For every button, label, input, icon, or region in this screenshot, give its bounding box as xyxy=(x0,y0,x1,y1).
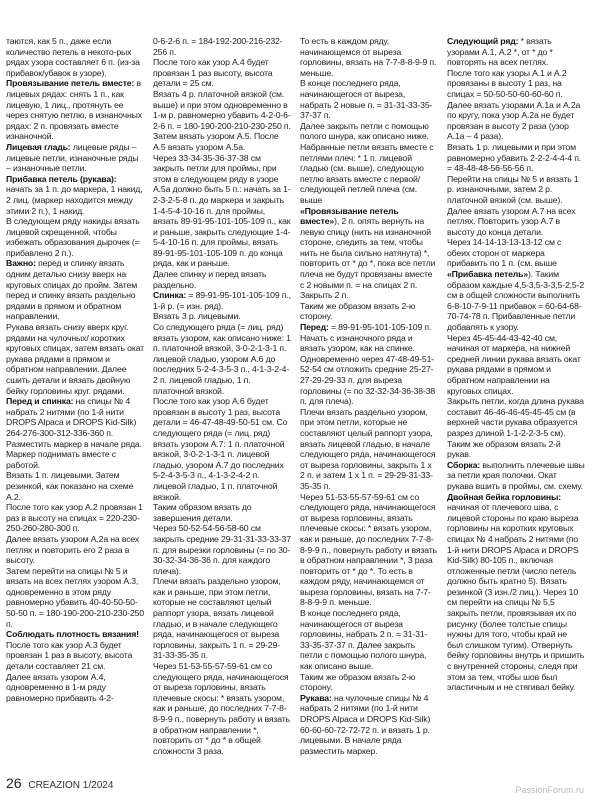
paragraph-text: в лицевых рядах: снять 1 п., как лицевую, 1 лиц., протянуть ее через снятую петлю, в изнаночных рядах: 2 п. провязать вместе изнаночной. xyxy=(6,78,142,142)
paragraph xyxy=(447,492,585,693)
paragraph xyxy=(447,36,585,68)
paragraph-text: После того как узор А.6 будет провязан в высоту 1 раз, высота детали = 46-47-48-49-50-51 см. Со следующего ряда (= лиц. ряд) вязать узором А.7: 1 п. платочной вязкой, 3-0-2-1-3-1 п. лицевой гладью, узором А.7 до последних 5-2-4-3-5-3 п., 4-1-3-2-4-2 п. лицевой гладью, 1 п. платочной вязкой. xyxy=(153,396,288,502)
section-heading: Перед: xyxy=(300,322,329,333)
paragraph xyxy=(6,258,144,322)
paragraph-text: выполнить плечевые швы за петли края полочки. Окат рукава вшить в проймы, см. схему. xyxy=(447,459,585,491)
paragraph-text: Через 14-14-13-13-13-12 см с обеих сторон от маркера прибавить по 1 п. (см. выше xyxy=(447,237,562,269)
paragraph-text: Затем вязать узором А.5. После А.5 вязать узором А.5а. xyxy=(153,131,279,152)
paragraph-text: Одновременно через 47-48-49-51-52-54 см отложить средние 25-27-27-29-29-33 п. для выреза горловины (= по 32-32-34-36-38-38 п. для плеча). xyxy=(300,353,436,407)
paragraph-text: Рукава вязать снизу вверх круг. рядами на чулочных/ коротких круговых спицах, затем вязать окат рукава рядами в прямом и обратном направлении. Далее сшить детали и вязать двойную бейку горловины круг. рядами. xyxy=(6,322,145,396)
section-heading: Сборка: xyxy=(447,459,481,470)
section-heading: Провязывание петель вместе: xyxy=(6,78,135,89)
paragraph xyxy=(153,576,291,661)
paragraph-text: Вязать 1 р. лицевыми и при этом равномерно убавить 2-2-2-4-4-4 п. = 48-48-48-56-56-56 п. xyxy=(447,141,582,174)
section-heading: Рукава: xyxy=(300,692,332,703)
watermark: PassionForum.ru xyxy=(515,785,584,795)
paragraph xyxy=(300,322,438,354)
page-footer xyxy=(6,775,113,791)
section-heading: Соблюдать плотность вязания! xyxy=(6,629,139,640)
paragraph-text: 0-6-2-6 п. = 184-192-200-216-232-256 п. xyxy=(153,36,283,57)
paragraph xyxy=(300,206,438,301)
paragraph xyxy=(6,439,144,471)
paragraph xyxy=(300,301,438,322)
paragraph xyxy=(6,672,144,704)
paragraph xyxy=(6,470,144,502)
paragraph xyxy=(447,439,585,460)
paragraph xyxy=(6,640,144,672)
paragraph-text: В конце последнего ряда, начинающегося от выреза горловины, набрать 2 п. = 31-31-33-35-37-37 п. Далее закрыть петли с помощью полого шнура, как описано выше. xyxy=(300,608,428,672)
paragraph-text: После того как узоры А.1 и А.2 провязаны в высоту 1 раз, на спицах = 50-50-50-60-60-60 п. xyxy=(447,67,567,99)
paragraph-text: Далее вязать узорами А.1а и А.2а по кругу, пока узор А.2а не будет провязан в высоту 2 раза (узор А.1а – 4 раза). xyxy=(447,99,581,142)
paragraph xyxy=(6,566,144,630)
paragraph-text: Через 51-53-55-57-59-61 см со следующего ряда, начинающегося от выреза горловины, вязать плечевые скосы: * вязать узором, как и раньше, до последних 7-7-8-8-9-9 п., повернуть работу и вязать в обратном направлении *, 3 раза повторить от * до *. То есть в каждом ряду, начинающемся от выреза горловины, вязать на 7-7-8-8-9-9 п. меньше. xyxy=(300,491,437,608)
paragraph-text: Далее вязать узором А.2а на всех петлях и повторить его 2 раза в высоту. xyxy=(6,533,140,566)
paragraph xyxy=(300,121,438,206)
paragraph xyxy=(153,322,291,396)
paragraph-text: начиная от плечевого шва, с лицевой стороны по краю выреза горловины на коротких круговых спицах № 4 набрать 2 нитями (по 1-й нити DROPS Alpaca и DROPS Kid-Silk) 80-105 п., включая отложенные петли (число петель должно быть кратно 5). Вязать резинкой (3 изн./2 лиц.). Через 10 см перейти на спицы № 5,5 закрыть петли, провязывая их по рисунку (более толстые спицы нужны для того, чтобы край не был слишком тугим). Отвернуть бейку горловины внутрь и пришить с внутренней стороны, следя при этом за тем, чтобы шов был эластичным и не стягивал бейку. xyxy=(447,502,585,693)
paragraph-text: Затем перейти на спицы № 5 и вязать на всех петлях узором А.3, одновременно в этом ряду равномерно убавить 40-40-50-50-50-50 п. = 180-190-200-210-230-250 п. xyxy=(6,565,144,629)
paragraph-text: Далее закрыть петли с помощью полого шнура, как описано ниже. Набранные петли вязать вместе с петлями плеч: * 1 п. лицевой гладью (см. выше), следующую петлю вязать вместе с первой/следующей петлей плеча (см. выше xyxy=(300,120,434,205)
text-column-4 xyxy=(447,36,585,693)
paragraph xyxy=(447,142,585,174)
paragraph-text: на чулочные спицы № 4 набрать 2 нитями (по 1-й нити DROPS Alpaca и DROPS Kid-Silk) 60-60-60-72-72-72 п. и вязать 1 р. лицевыми. В начале ряда разместить маркер. xyxy=(300,692,431,756)
section-heading: Лицевая гладь: xyxy=(6,141,71,152)
paragraph-text: Далее вязать узором А.7 на всех петлях. Повторить узор А.7 в высоту до конца детали. xyxy=(447,205,576,237)
paragraph-text: на спицы № 4 набрать 2 нитями (по 1-й нити DROPS Alpaca и DROPS Kid-Silk) 264-276-300-312-336-360 п. xyxy=(6,396,137,438)
paragraph xyxy=(300,354,438,407)
paragraph xyxy=(447,237,585,269)
paragraph-text: таются, как 5 п., даже если количество петель в некото-рых рядах узора составляет 6 п. (из-за прибавок/убавок в узоре). xyxy=(6,36,140,78)
paragraph xyxy=(153,36,291,57)
paragraph-text: = 89-91-95-101-105-109 п. Начать с изнаночного ряда и вязать узором, как на спинке. xyxy=(300,322,432,354)
paragraph-text: Вязать 4 р. платочной вязкой (см. выше) и при этом одновременно в 1-м р. равномерно убавить 4-2-0-6-2-6 п. = 180-190-200-210-230-250 п. xyxy=(153,88,291,131)
section-heading: «Прибавка петель» xyxy=(447,269,529,280)
paragraph xyxy=(153,396,291,502)
paragraph-text: Таким же образом вязать 2-й рукав. xyxy=(447,438,561,460)
paragraph xyxy=(300,36,438,78)
paragraph xyxy=(153,661,291,756)
paragraph-text: Через 50-52-54-56-58-60 см закрыть средние 29-31-31-33-33-37 п. для вырезки горловины (= по 30-30-32-34-36-36 п. для каждого плеча). xyxy=(153,523,291,576)
section-heading: Двойная бейка горловины: xyxy=(447,491,562,502)
paragraph xyxy=(300,693,438,757)
paragraph-text: Таким образом вязать до завершения детали. xyxy=(153,502,252,523)
paragraph xyxy=(6,142,144,174)
paragraph-text: Перейти на спицы № 5 и вязать 1 р. изнаночными, затем 2 р. платочной вязкой (см. выше). xyxy=(447,173,579,205)
paragraph-text: * вязать узорами А.1, А.2 *, от * до * повторять на всех петлях. xyxy=(447,36,553,68)
paragraph-text: ), 2 п. опять вернуть на левую спицу (нить на изнаночной стороне, следить за тем, чтобы нить не была сильно натянута) *, повторить от * до *, пока все петли плеча не будут провязаны вместе с 2 новыми п. = на спицах 2 п. Закрыть 2 п. xyxy=(300,216,436,301)
paragraph-text: Далее спинку и перед вязать раздельно. xyxy=(153,269,267,290)
paragraph xyxy=(447,174,585,206)
paragraph-text: Плечи вязать раздельно узором, при этом петли, которые не составляют целый раппорт узора, вязать лицевой гладью, в начале следующего ряда, начинающегося от выреза горловины, закрыть 1 х 2 п. и затем 1 х 1 п. = 29-29-31-33-35-35 п. xyxy=(300,406,436,491)
paragraph xyxy=(153,89,291,131)
paragraph xyxy=(153,290,291,311)
paragraph xyxy=(6,502,144,534)
paragraph xyxy=(6,216,144,258)
paragraph xyxy=(153,153,291,270)
paragraph-text: После того как узор А.3 будет провязан 1 раз в высоту, высота детали составляет 21 см. xyxy=(6,639,133,672)
paragraph-text: То есть в каждом ряду, начинающемся от выреза горловины, вязать на 7-7-8-8-9-9 п. меньше. xyxy=(300,36,437,78)
section-heading: Прибавка петель (рукава): xyxy=(6,173,117,184)
page-number: 26 xyxy=(6,775,22,791)
paragraph xyxy=(6,629,144,640)
paragraph xyxy=(153,131,291,152)
paragraph xyxy=(6,322,144,396)
paragraph xyxy=(6,534,144,566)
paragraph-text: Со следующего ряда (= лиц. ряд) вязать узором, как описано ниже: 1 п. платочной вязкой, 3-0-2-1-3-1 п. лицевой гладью, узором А.6 до последних 5-2-4-3-5-3 п., 4-1-3-2-4-2 п. лицевой гладью, 1 п. платочной вязкой. xyxy=(153,322,291,396)
paragraph-text: Далее вязать узором А.4, одновременно в 1-м ряду равномерно прибавить 4-2- xyxy=(6,671,114,703)
paragraph xyxy=(6,396,144,438)
paragraph-text: начать за 1 п. до маркера, 1 накид, 2 лиц. (маркер находится между этими 2 п.), 1 накид. xyxy=(6,184,143,216)
paragraph-text: Таким же образом вязать 2-ю сторону. xyxy=(300,300,416,322)
paragraph xyxy=(447,333,585,397)
paragraph xyxy=(153,502,291,523)
paragraph-text: перед и спинку вязать одним деталью снизу вверх на круговых спицах до пройм. Затем перед и спинку вязать раздельно рядами в прямом и обратном направлении. xyxy=(6,258,138,322)
section-heading: Следующий ряд: xyxy=(447,36,519,46)
section-heading: Перед и спинка: xyxy=(6,396,74,407)
paragraph-text: Закрыть петли, когда длина рукава составит 46-46-46-45-45-45 см (в верхней части рукава образуется разрез длиной 1-1-2-2-3-5 см). xyxy=(447,396,584,438)
paragraph-text: Через 45-45-44-43-42-40 см, начиная от маркера, на нижней средней линии рукава вязать окат рукава рядами в прямом и обратном направлении на круговых спицах. xyxy=(447,332,581,396)
paragraph-text: Через 33-34-35-36-37-38 см закрыть петли для проймы, при этом в следующем ряду в узоре А.5а должно быть 5 п.: начать за 1-2-3-2-5-8 п. до маркера и закрыть 1-4-5-4-10-16 п. для проймы, вязать 89-91-95-101-105-109 п., как и раньше, закрыть следующие 1-4-5-4-10-16 п. для проймы, вязать 89-91-95-101-105-109 п. до конца ряда, как и раньше. xyxy=(153,152,291,269)
paragraph xyxy=(300,78,438,120)
paragraph-text: Разместить маркер в начале ряда. Маркер поднимать вместе с работой. xyxy=(6,438,142,470)
paragraph-text: лицевые ряды – лицевые петли, изнаночные ряды – изнаночные петли. xyxy=(6,141,139,174)
paragraph-text: В следующем ряду накиды вязать лицевой скрещенной, чтобы избежать образования дырочек (= прибавлено 2 п.). xyxy=(6,216,140,258)
text-column-3 xyxy=(300,36,438,756)
paragraph-text: Вязать 3 р. лицевыми. xyxy=(153,311,241,322)
paragraph xyxy=(153,311,291,322)
paragraph xyxy=(300,608,438,672)
section-heading: Важно: xyxy=(6,258,36,269)
paragraph-text: Через 51-53-55-57-59-61 см со следующего ряда, начинающегося от выреза горловины, вязать плечевые скосы: * вязать узором, как и раньше, до последних 7-7-8-8-9-9 п., повернуть работу и вязать в обратном направлении *, повторить от * до * в общей сложности 3 раза. xyxy=(153,661,290,756)
paragraph-text: ). Таким образом каждые 4,5-3,5-3-3,5-2,5-2 см в общей сложности выполнить 6-8-10-7-9-11 прибавок = 60-64-68-70-74-78 п. Прибавленные петли добавлять к узору. xyxy=(447,269,585,333)
paragraph-text: После того как узор А.4 будет провязан 1 раз высоту, высота детали = 25 см. xyxy=(153,57,273,89)
paragraph-text: Таким же образом вязать 2-ю сторону. xyxy=(300,671,416,693)
paragraph xyxy=(153,57,291,89)
paragraph xyxy=(447,68,585,100)
paragraph-text: Плечи вязать раздельно узором, как и раньше, при этом петли, которые не составляют целый раппорт узора, вязать лицевой гладью, и в начале следующего ряда, начинающегося от выреза горловины, закрыть 1 п. = 29-29-31-33-35-35 п. xyxy=(153,576,281,661)
section-heading: Спинка: xyxy=(153,290,187,301)
paragraph xyxy=(447,100,585,142)
paragraph xyxy=(447,206,585,238)
paragraph xyxy=(300,492,438,609)
paragraph xyxy=(6,36,144,78)
paragraph-text: = 89-91-95-101-105-109 п., 1-й р. (= изн. ряд). xyxy=(153,290,291,311)
text-column-2 xyxy=(153,36,291,756)
paragraph xyxy=(300,672,438,693)
paragraph-text: Вязать 1 п. лицевыми. Затем резинкой, как показано на схеме А.2. xyxy=(6,470,134,502)
paragraph xyxy=(447,460,585,492)
paragraph xyxy=(6,78,144,142)
paragraph-text: После того как узор А.2 провязан 1 раз в высоту на спицах = 220-230-250-260-280-300 п. xyxy=(6,502,143,534)
section-heading: «Провязывание петель вместе» xyxy=(300,205,399,227)
paragraph xyxy=(300,407,438,492)
magazine-issue: CREAZION 1/2024 xyxy=(28,780,114,791)
paragraph xyxy=(6,174,144,216)
text-column-1 xyxy=(6,36,144,703)
paragraph xyxy=(447,396,585,438)
paragraph xyxy=(153,523,291,576)
paragraph-text: В конце последнего ряда, начинающегося от выреза, набрать 2 новые п. = 31-31-33-35-37-37 п. xyxy=(300,78,433,121)
paragraph xyxy=(447,269,585,333)
paragraph xyxy=(153,269,291,290)
